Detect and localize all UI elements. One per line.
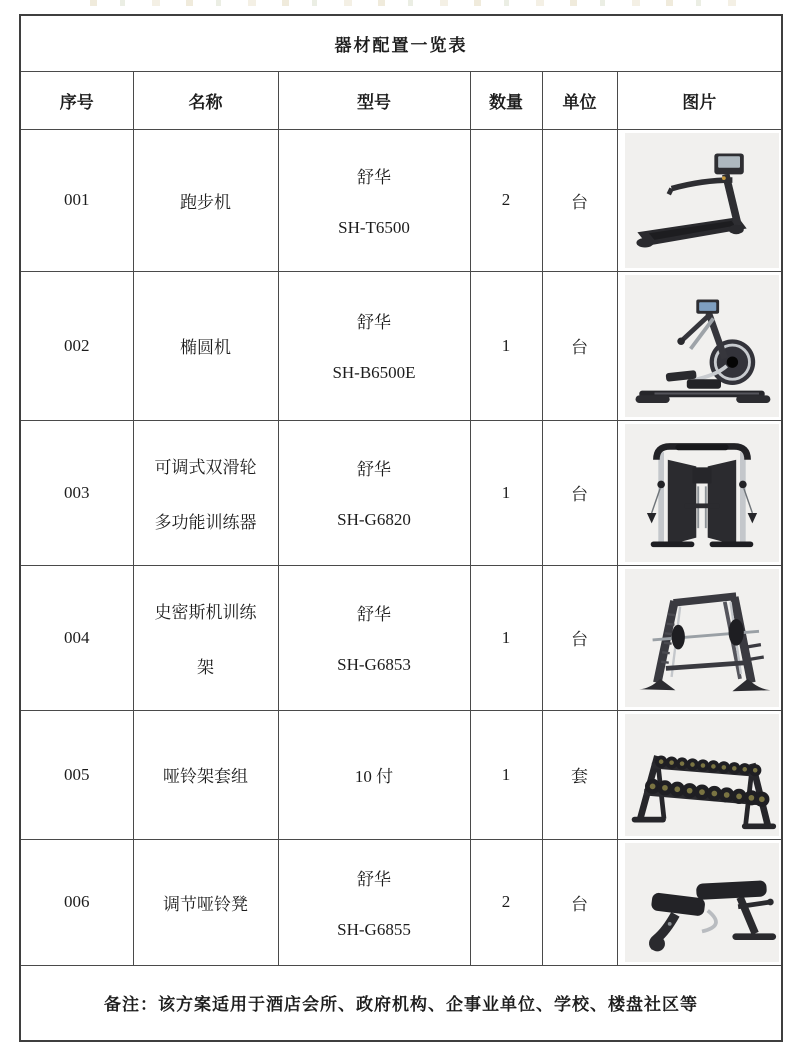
col-header-serial: 序号 — [20, 71, 133, 129]
row-name — [133, 129, 278, 271]
table-row — [20, 271, 782, 420]
row-unit: 台 — [542, 129, 617, 271]
name-line: 哑铃架套组 — [163, 767, 248, 786]
model-line: 舒华 — [357, 460, 391, 479]
row-unit: 台 — [542, 271, 617, 420]
row-qty: 2 — [470, 839, 542, 965]
dumbbell-rack-photo — [625, 714, 780, 836]
model-line: SH-T6500 — [338, 217, 410, 237]
row-model — [278, 420, 470, 565]
model-line: 舒华 — [357, 167, 391, 187]
model-line: 舒华 — [357, 869, 391, 889]
row-serial: 005 — [20, 710, 133, 839]
row-unit: 台 — [542, 565, 617, 710]
row-name — [133, 839, 278, 965]
name-line: 史密斯机训练 — [154, 602, 257, 622]
row-model — [278, 129, 470, 271]
col-header-qty: 数量 — [470, 71, 542, 129]
row-photo — [617, 710, 782, 839]
row-model — [278, 710, 470, 839]
functional-trainer-photo — [625, 424, 780, 562]
note-row — [20, 965, 782, 1041]
table-row — [20, 420, 782, 565]
row-serial: 003 — [20, 420, 133, 565]
functional-trainer-icon — [626, 429, 778, 557]
model-line: SH-G6855 — [337, 919, 411, 939]
row-unit: 套 — [542, 710, 617, 839]
row-serial: 001 — [20, 129, 133, 271]
row-photo — [617, 420, 782, 565]
row-photo — [617, 839, 782, 965]
treadmill-photo — [625, 133, 780, 268]
row-photo — [617, 129, 782, 271]
row-serial: 002 — [20, 271, 133, 420]
name-line: 多功能训练器 — [154, 512, 257, 532]
model-line: SH-G6853 — [337, 655, 411, 674]
name-line: 可调式双滑轮 — [154, 457, 257, 477]
table-row — [20, 839, 782, 965]
row-qty: 1 — [470, 710, 542, 839]
name-line: 架 — [197, 657, 214, 677]
page-title: 器材配置一览表 — [20, 15, 782, 71]
row-serial: 006 — [20, 839, 133, 965]
row-name — [133, 565, 278, 710]
adjustable-bench-photo — [625, 843, 780, 962]
elliptical-photo — [625, 275, 780, 417]
equipment-table — [19, 14, 783, 1042]
row-qty: 1 — [470, 420, 542, 565]
row-qty: 1 — [470, 271, 542, 420]
row-serial: 004 — [20, 565, 133, 710]
row-model — [278, 565, 470, 710]
table-row — [20, 710, 782, 839]
dumbbell-rack-icon — [626, 716, 778, 834]
model-line: 舒华 — [357, 605, 391, 624]
row-name — [133, 710, 278, 839]
header-row — [20, 71, 782, 129]
row-model — [278, 839, 470, 965]
name-line: 跑步机 — [180, 192, 231, 212]
col-header-photo: 图片 — [617, 71, 782, 129]
table-row — [20, 129, 782, 271]
row-photo — [617, 271, 782, 420]
row-model — [278, 271, 470, 420]
row-qty: 1 — [470, 565, 542, 710]
row-photo — [617, 565, 782, 710]
remark-note: 备注：该方案适用于酒店会所、政府机构、企事业单位、学校、楼盘社区等 — [20, 965, 782, 1041]
row-unit: 台 — [542, 839, 617, 965]
name-line: 调节哑铃凳 — [163, 894, 248, 914]
col-header-model: 型号 — [278, 71, 470, 129]
model-line: SH-G6820 — [337, 510, 411, 529]
col-header-unit: 单位 — [542, 71, 617, 129]
title-row — [20, 15, 782, 71]
elliptical-icon — [626, 280, 778, 412]
name-line: 椭圆机 — [180, 338, 231, 357]
adjustable-bench-icon — [626, 844, 778, 960]
cropped-text-artifacts — [90, 0, 750, 6]
row-qty: 2 — [470, 129, 542, 271]
table-row — [20, 565, 782, 710]
row-name — [133, 271, 278, 420]
treadmill-icon — [626, 136, 778, 264]
row-unit: 台 — [542, 420, 617, 565]
model-line: 舒华 — [357, 313, 391, 332]
model-line: 10 付 — [354, 767, 394, 786]
row-name — [133, 420, 278, 565]
smith-machine-icon — [626, 574, 778, 702]
smith-machine-photo — [625, 569, 780, 707]
model-line: SH-B6500E — [332, 363, 416, 382]
col-header-name: 名称 — [133, 71, 278, 129]
